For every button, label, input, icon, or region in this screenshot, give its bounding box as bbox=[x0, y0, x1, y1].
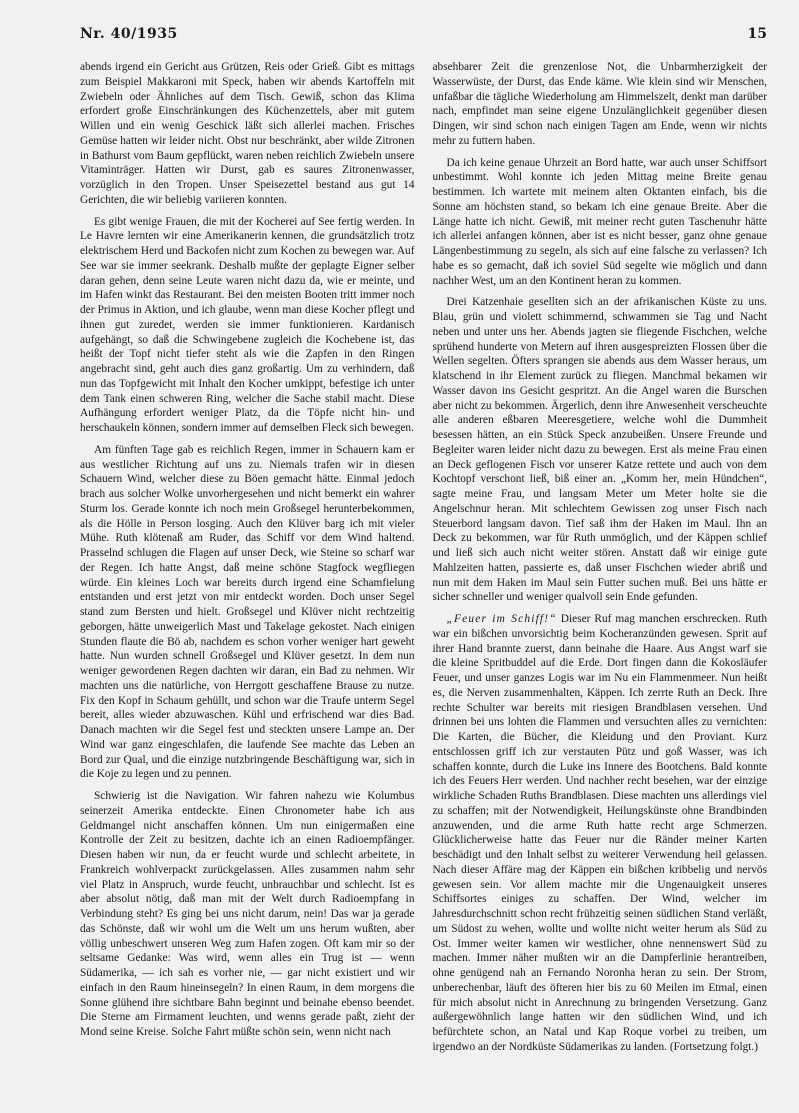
left-column bbox=[80, 60, 415, 1062]
paragraph: Am fünften Tage gab es reichlich Regen, immer in Schauern kam er aus westlicher Richtung auf uns zu. Niemals trafen wir in diesen Schauern Wind, welcher diese zu Böen gemacht hätte. Einmal jedoch brach aus solcher Wolke unvorhergesehen und nicht bemerkt ein wahrer Sturm los. Gerade konnte ich noch mein Großsegel herunterbekommen, als die Hölle in Person losging. Auch den Klüver barg ich mit vieler Mühe. Ruth klötenaß am Ruder, das Schiff vor dem Wind haltend. Prasselnd schlugen die Flagen auf unser Deck, wie Steine so scharf war der Regen. Ich hatte Angst, daß meine schöne Stagfock wegfliegen würde. Ein kleines Loch war bereits durch irgend eine Schamfielung entstanden und erst jetzt von mir entdeckt worden. Doch unser Segel stand zum Bersten und hielt. Großsegel und Klüver nicht rechtzeitig geborgen, hätte unweigerlich Mast und Takelage gekostet. Nach einigen Stunden flaute die Bö ab, nachdem es schon vorher weniger hart geweht hatte. Nun wurden schnell Großsegel und Klüver gesetzt. In dem nun weniger gewordenen Regen dachten wir daran, ein Bad zu nehmen. Wir machten uns die natürliche, von Herrgott geschaffene Brause zu nutze. Fix den Kopf in Schaum gehüllt, und schon war die Traufe unterm Segel bereit, alles wieder abzuwaschen. Kühl und erfrischend war dies Bad. Danach machten wir die Segel fest und steckten unsere Lampe an. Der Wind war ganz eingeschlafen, die laufende See machte das Leben an Bord zur Qual, und die einzige nutzbringende Beschäftigung war, sich in die Koje zu legen und zu pennen. bbox=[80, 443, 415, 781]
text-columns bbox=[80, 60, 767, 1062]
issue-number: Nr. 40/1935 bbox=[80, 26, 178, 42]
section-text: Dieser Ruf mag manchen erschrecken. Ruth war ein bißchen unvorsichtig beim Kocheranzünden gewesen. Sprit auf ihrer Hand brannte zuerst, dann beinahe die Haare. Aus Angst warf sie die kleine Spritbuddel auf die Erde. Dort fingen dann die Kokosläufer Feuer, und unser ganzes Logis war im Nu ein Flammenmeer. Nun heißt es, die Nerven zusammenhalten, Käppen. Ich zerrte Ruth an Deck. Ihre rechte Schulter war bereits mit riesigen Brandblasen versehen. Und drinnen bei uns lohten die Flammen und versuchten alles zu vernichten: Die Karten, die Bücher, die Kleidung und den Proviant. Kurz entschlossen griff ich zur verstauten Pütz und goß Wasser, was ich schaffen konnte, durch die Luke ins Innere des Bootchens. Bald konnte ich des Feuers Herr werden. Und nachher recht besehen, war der einzige wirkliche Schaden Ruths Brandblasen. Diese machten uns allerdings viel zu schaffen; mit der Notwendigkeit, Heilungskünste ohne Brandbinden anzuwenden, und die arme Ruth hatte recht arge Schmerzen. Glücklicherweise hatte das Feuer nur die Ränder meiner Karten beschädigt und den Inhalt selbst zu weiterer Verwendung heil gelassen. Nach dieser Affäre mag der Käppen ein bißchen kribbelig und nervös gewesen sein. Vor allem machte mir die Ungenauigkeit unseres Schiffsortes einiges zu schaffen. Der Wind, welcher im Jahresdurchschnitt schon recht frühzeitig seinen südlichen Stand verläßt, um Südost zu wehen, wollte und wollte nicht weiter herum als Süd zu Ost. Immer weiter kamen wir westlicher, ohne nennenswert Süd zu machen. Immer näher mußten wir an die Dampferlinie herantreiben, ohne genügend nah an Fernando Noronha heran zu sein. Der Strom, unberechenbar, läuft des öfteren hier bis zu 60 Meilen im Etmal, einen für mich absolut nicht in Anrechnung zu bringenden Versetzung. Ganz außergewöhnlich lange hatten wir den südlichen Wind, und ich befürchtete schon, an Natal und Kap Roque vorbei zu treiben, um irgendwo an der Nordküste Südamerikas zu landen. (Fortsetzung folgt.) bbox=[432, 613, 767, 1053]
paragraph: Es gibt wenige Frauen, die mit der Kocherei auf See fertig werden. In Le Havre lernten wir eine Amerikanerin kennen, die grundsätzlich trotz elektrischem Herd und Backofen nicht zum Kochen zu bewegen war. Auf See war sie immer seekrank. Deshalb mußte der geplagte Eigner selber daran gehen, denn seine Leute waren nicht dazu da, wie er meinte, und im Hafen winkt das Restaurant. Bei den meisten Booten tritt immer noch der Primus in Aktion, und ich glaube, wenn man diese Kocher pflegt und ihnen gut zuredet, werden sie immer funktionieren. Kardanisch aufgehängt, so daß die Schwingebene zugleich die Kochebene ist, das heißt der Topf nicht tiefer steht als wie die Zapfen in den Ringen angebracht sind, geht auch dies ganz großartig. Um zu verhindern, daß nun das Topfgewicht mit Inhalt den Kocher umkippt, befestige ich unter dem Tank einen schweren Ring, welcher die Sache stabil macht. Diese Aufhängung erfordert weniger Platz, da die Töpfe nicht hin- und herschaukeln können, sondern immer auf demselben Fleck sich bewegen. bbox=[80, 215, 415, 434]
paragraph bbox=[433, 612, 768, 1055]
right-column bbox=[433, 60, 768, 1062]
page-header bbox=[80, 26, 767, 56]
paragraph: Drei Katzenhaie gesellten sich an der afrikanischen Küste zu uns. Blau, grün und violett schimmernd, schwammen sie Tag und Nacht neben und unter uns her. Abends jagten sie fliegende Fischchen, welche sprühend hunderte von Metern auf ihren ausgespreizten Flossen über die Wellen segelten. Öfters sprangen sie abends aus dem Wasser heraus, um klatschend in ihr Element zurück zu fliegen. Manchmal bekamen wir Wasser davon ins Gesicht gespritzt. An die Angel waren die Burschen aber nicht zu bekommen. Ärgerlich, denn ihre Anwesenheit verscheuchte alle anderen eßbaren Meeresgetiere, welche wohl die Dummheit besessen hätten, an ein Stück Speck anzubeißen. Unsere Freunde und Begleiter waren leider nicht dazu zu bewegen. Erst als meine Frau einen an Deck geflogenen Fisch vor unserer Katze rettete und auch von dem Kochtopf verschont ließ, biß einer an. „Komm her, mein Hündchen“, sagte meine Frau, und langsam Meter um Meter holte sie die Angelschnur heran. Mit schlechtem Gewissen zog unser Fisch nach Steuerbord langsam davon. Tief saß ihm der Haken im Maul. Ihn an Deck zu bekommen, war für Ruth unmöglich, und der Käppen schlief und ließ sich auch nicht weiter stören. Anstatt daß wir einige gute Mahlzeiten hatten, passierte es, daß unser Fischchen wieder abriß und nun mit dem Haken im Maul sein Futter suchen muß. Bei uns hätte er sicher schneller und weniger qualvoll sein Ende gefunden. bbox=[432, 296, 767, 604]
page-number: 15 bbox=[747, 26, 767, 42]
paragraph: absehbarer Zeit die grenzenlose Not, die Unbarmherzigkeit der Wasserwüste, der Durst, das Ende käme. Wie klein sind wir Menschen, unfaßbar die tägliche Wiederholung am Himmelszelt, denkt man darüber nach, empfindet man seine eigene Unzulänglichkeit gegenüber diesen Dingen, wir sind schon nach einigen Tagen am Ende, wenn wir nichts mehr zu futtern haben. bbox=[432, 61, 767, 147]
section-heading: „Feuer im Schiff!“ bbox=[446, 613, 557, 625]
paragraph: Schwierig ist die Navigation. Wir fahren nahezu wie Kolumbus seinerzeit Amerika entdeckte. Einen Chronometer habe ich aus Geldmangel nicht anschaffen können. Um nun einigermaßen eine Kontrolle der Zeit zu besitzen, dachte ich an einen Radioempfänger. Diesen haben wir nun, da er feucht wurde und schlecht arbeitete, in Frankreich wohlverpackt zurückgelassen. Alles zusammen nahm sehr viel Platz in Anspruch, wurde feucht, unbrauchbar und schlecht. Ist es aber absolut nötig, daß man mit der Welt durch Radioempfang in Verbindung steht? Es ging bei uns nicht darum, nein! Das war ja gerade das Schönste, daß wir wohl um die Welt um uns herum wußten, aber völlig unbeschwert unseren Weg zum Hafen zogen. Oft kam mir so der seltsame Gedanke: Was wird, wenn alles ein Trug ist — wenn Südamerika, — ich sah es vorher nie, — gar nicht existiert und wir einfach in den Raum hineinsegeln? In einen Raum, in dem morgens die Sonne glühend ihre sichtbare Bahn beginnt und beinahe ebenso beendet. Die Sterne am Firmament leuchten, und wenns gerade paßt, zieht der Mond seine Kreise. Solche Fahrt müßte schön sein, wenn nicht nach bbox=[80, 790, 415, 1038]
paragraph: Da ich keine genaue Uhrzeit an Bord hatte, war auch unser Schiffsort unbestimmt. Wohl konnte ich jeden Mittag meine Breite genau bestimmen. Ich wartete mit meinem alten Oktanten einfach, bis die Sonne am höchsten stand, so bekam ich eine genaue Breite. Aber die Länge hatte ich nicht. Gewiß, mit meiner recht guten Taschenuhr hätte ich allerlei anfangen können, aber ist es nicht besser, ganz ohne genaue Längenbestimmung zu segeln, als sich auf eine falsche zu verlassen? Ich habe es so gemacht, daß ich soviel Süd segelte wie möglich und dann nachher West, um an den Kontinent heran zu kommen. bbox=[432, 156, 767, 287]
paragraph: abends irgend ein Gericht aus Grützen, Reis oder Grieß. Gibt es mittags zum Beispiel Makkaroni mit Speck, haben wir abends Kartoffeln mit Zwiebeln oder Ähnliches auf dem Tisch. Gewiß, schon das Klima erfordert große Einschränkungen des Küchenzettels, aber mit gutem Willen und ein wenig Geschick läßt sich allerlei machen. Frisches Gemüse hatten wir leider nicht. Obst nur beschränkt, aber wilde Zitronen in Bathurst vom Baum gepflückt, waren neben reichlich Zwiebeln unsere Vitaminträger. Hatten wir Durst, gab es saures Zitronenwasser, vorzüglich in den Tropen. Unser Speisezettel bestand aus gut 14 Gerichten, die wir beliebig variieren konnten. bbox=[80, 61, 415, 206]
